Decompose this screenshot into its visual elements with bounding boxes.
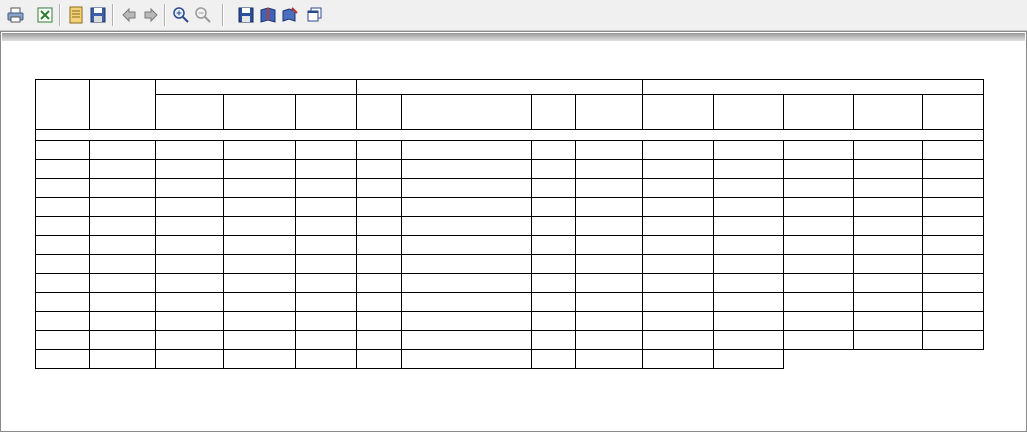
zoom-in-icon[interactable] xyxy=(171,5,191,25)
cell-code xyxy=(357,179,402,198)
toolbar-separator xyxy=(59,4,61,26)
cell-unit xyxy=(532,312,576,331)
cell-total-price xyxy=(784,274,854,293)
cell-unit-price xyxy=(714,179,784,198)
cell-vat xyxy=(854,236,923,255)
col-header-amount xyxy=(923,95,984,130)
cell-quantity xyxy=(643,274,714,293)
col-header-invoice xyxy=(90,80,156,130)
cell-supplier-tax xyxy=(296,255,357,274)
cell-code xyxy=(357,331,402,350)
cell-unit xyxy=(532,350,576,369)
cell-supplier-name xyxy=(224,141,296,160)
cell-invoice xyxy=(90,350,156,369)
cell-amount xyxy=(923,179,984,198)
cell-weight xyxy=(576,198,643,217)
cell-vat xyxy=(854,255,923,274)
cell-unit-price xyxy=(714,236,784,255)
cell-invoice xyxy=(90,331,156,350)
cell-unit-price xyxy=(714,217,784,236)
cell-amount xyxy=(923,274,984,293)
cell-invoice xyxy=(90,293,156,312)
col-header-item-name xyxy=(402,95,532,130)
cell-weight xyxy=(576,179,643,198)
cell-invoice xyxy=(90,312,156,331)
cell-weight xyxy=(576,274,643,293)
cell-date xyxy=(36,350,90,369)
cell-weight xyxy=(576,350,643,369)
cell-supplier-tax xyxy=(296,179,357,198)
cell-code xyxy=(357,198,402,217)
cell-vat xyxy=(854,141,923,160)
cell-amount xyxy=(923,160,984,179)
cell-supplier-name xyxy=(224,179,296,198)
cell-supplier-tax xyxy=(296,141,357,160)
cell-account xyxy=(156,198,224,217)
col-header-supplier-name xyxy=(224,95,296,130)
cell-quantity xyxy=(643,350,714,369)
toolbar-separator xyxy=(112,4,114,26)
cell-unit xyxy=(532,331,576,350)
col-header-unit-price xyxy=(714,95,784,130)
cell-date xyxy=(36,255,90,274)
cell-code xyxy=(357,312,402,331)
cell-weight xyxy=(576,141,643,160)
cell-item-name xyxy=(402,293,532,312)
cell-amount xyxy=(923,217,984,236)
cell-item-name xyxy=(402,179,532,198)
cell-code xyxy=(357,217,402,236)
cell-unit-price xyxy=(714,255,784,274)
cell-item-name xyxy=(402,350,532,369)
cell-supplier-tax xyxy=(296,217,357,236)
cell-supplier-name xyxy=(224,255,296,274)
cell-item-name xyxy=(402,217,532,236)
cell-quantity xyxy=(643,217,714,236)
table-row xyxy=(36,236,984,255)
cell-quantity xyxy=(643,312,714,331)
cell-code xyxy=(357,141,402,160)
table-row xyxy=(36,179,984,198)
cell-quantity xyxy=(643,236,714,255)
col-header-account xyxy=(156,95,224,130)
print-icon[interactable] xyxy=(6,5,26,25)
cell-vat xyxy=(854,274,923,293)
cell-supplier-name xyxy=(224,160,296,179)
cell-account xyxy=(156,160,224,179)
invoice-table xyxy=(35,79,984,369)
cell-total-price xyxy=(784,312,854,331)
cell-item-name xyxy=(402,141,532,160)
cell-supplier-tax xyxy=(296,274,357,293)
cell-code xyxy=(357,350,402,369)
cell-account xyxy=(156,312,224,331)
toolbar-separator xyxy=(222,4,224,26)
cell-invoice xyxy=(90,141,156,160)
cell-amount xyxy=(923,141,984,160)
table-row xyxy=(36,198,984,217)
cell-vat xyxy=(854,331,923,350)
col-header-weight xyxy=(576,95,643,130)
cell-code xyxy=(357,255,402,274)
cell-item-name xyxy=(402,160,532,179)
cell-total-price xyxy=(784,255,854,274)
next-page-icon[interactable] xyxy=(141,5,161,25)
cell-item-name xyxy=(402,274,532,293)
cell-date xyxy=(36,331,90,350)
zoom-out-icon[interactable] xyxy=(193,5,213,25)
table-row xyxy=(36,217,984,236)
cell-amount xyxy=(923,331,984,350)
cell-supplier-tax xyxy=(296,198,357,217)
cell-unit-price xyxy=(714,274,784,293)
cell-supplier-name xyxy=(224,293,296,312)
cell-code xyxy=(357,160,402,179)
cell-account xyxy=(156,331,224,350)
cell-invoice xyxy=(90,236,156,255)
table-row xyxy=(36,350,984,369)
book-icon[interactable] xyxy=(258,5,278,25)
cell-total-price xyxy=(784,160,854,179)
cell-account xyxy=(156,217,224,236)
cell-date xyxy=(36,179,90,198)
cell-invoice xyxy=(90,255,156,274)
cell-unit xyxy=(532,160,576,179)
cell-account xyxy=(156,255,224,274)
col-header-quantity xyxy=(643,95,714,130)
cell-total-price xyxy=(784,293,854,312)
cell-quantity xyxy=(643,331,714,350)
cell-supplier-tax xyxy=(296,236,357,255)
toolbar-separator xyxy=(164,4,166,26)
cell-total-price xyxy=(784,198,854,217)
save-icon[interactable] xyxy=(88,5,108,25)
preview-top-border xyxy=(2,33,1025,41)
cell-total-price xyxy=(784,179,854,198)
cell-code xyxy=(357,236,402,255)
cell-date xyxy=(36,160,90,179)
cell-supplier-tax xyxy=(296,312,357,331)
cell-quantity xyxy=(643,255,714,274)
cell-item-name xyxy=(402,312,532,331)
cell-unit-price xyxy=(714,350,784,369)
col-header-supplier-tax xyxy=(296,95,357,130)
cell-date xyxy=(36,141,90,160)
cell-item-name xyxy=(402,198,532,217)
cell-weight xyxy=(576,217,643,236)
cell-vat xyxy=(854,179,923,198)
table-row xyxy=(36,312,984,331)
cell-amount xyxy=(923,255,984,274)
cell-supplier-name xyxy=(224,217,296,236)
page-setup-icon[interactable] xyxy=(66,5,86,25)
group-header-supplier xyxy=(156,80,357,95)
cell-account xyxy=(156,236,224,255)
cell-supplier-tax xyxy=(296,350,357,369)
cell-invoice xyxy=(90,217,156,236)
cell-unit-price xyxy=(714,141,784,160)
cell-account xyxy=(156,179,224,198)
cell-item-name xyxy=(402,236,532,255)
prev-page-icon[interactable] xyxy=(119,5,139,25)
col-header-total-price xyxy=(784,95,854,130)
cell-quantity xyxy=(643,160,714,179)
cell-amount xyxy=(923,293,984,312)
cell-unit-price xyxy=(714,331,784,350)
cell-supplier-name xyxy=(224,312,296,331)
cell-account xyxy=(156,350,224,369)
export-excel-icon[interactable] xyxy=(35,5,55,25)
cell-vat xyxy=(854,312,923,331)
col-header-vat xyxy=(854,95,923,130)
cell-vat xyxy=(854,160,923,179)
cell-weight xyxy=(576,312,643,331)
cell-unit xyxy=(532,236,576,255)
cell-amount xyxy=(923,198,984,217)
group-header-goods xyxy=(357,80,643,95)
cell-supplier-name xyxy=(224,236,296,255)
cell-total-price xyxy=(784,217,854,236)
cell-quantity xyxy=(643,198,714,217)
cell-date xyxy=(36,217,90,236)
cell-amount xyxy=(923,236,984,255)
cell-unit-price xyxy=(714,160,784,179)
cell-supplier-tax xyxy=(296,331,357,350)
table-row xyxy=(36,255,984,274)
cell-quantity xyxy=(643,179,714,198)
cell-date xyxy=(36,293,90,312)
cell-supplier-name xyxy=(224,198,296,217)
cell-weight xyxy=(576,331,643,350)
col-header-code xyxy=(357,95,402,130)
cell-date xyxy=(36,312,90,331)
cell-code xyxy=(357,274,402,293)
cell-account xyxy=(156,274,224,293)
cell-quantity xyxy=(643,141,714,160)
cell-amount xyxy=(923,312,984,331)
table-row xyxy=(36,160,984,179)
save-disk-icon[interactable] xyxy=(236,5,256,25)
cell-unit-price xyxy=(714,198,784,217)
cell-supplier-tax xyxy=(296,293,357,312)
col-header-date xyxy=(36,80,90,130)
cell-date xyxy=(36,198,90,217)
cell-supplier-name xyxy=(224,331,296,350)
cell-vat xyxy=(854,198,923,217)
cell-total-price xyxy=(784,236,854,255)
cell-supplier-name xyxy=(224,274,296,293)
cell-vat xyxy=(854,217,923,236)
table-row xyxy=(36,293,984,312)
cell-weight xyxy=(576,255,643,274)
cell-date xyxy=(36,236,90,255)
table-row xyxy=(36,274,984,293)
cell-unit xyxy=(532,141,576,160)
cell-unit xyxy=(532,293,576,312)
cell-weight xyxy=(576,236,643,255)
cell-vat xyxy=(854,293,923,312)
table-row xyxy=(36,141,984,160)
cell-unit-price xyxy=(714,293,784,312)
table-row xyxy=(36,331,984,350)
header-spacer xyxy=(36,130,984,141)
toolbar xyxy=(0,0,1027,31)
cell-code xyxy=(357,293,402,312)
cell-item-name xyxy=(402,255,532,274)
cell-total-price xyxy=(784,141,854,160)
export-icon[interactable] xyxy=(280,5,300,25)
cell-total-price xyxy=(784,331,854,350)
copy-pages-icon[interactable] xyxy=(304,5,324,25)
cell-invoice xyxy=(90,160,156,179)
cell-weight xyxy=(576,160,643,179)
cell-date xyxy=(36,274,90,293)
cell-account xyxy=(156,141,224,160)
cell-item-name xyxy=(402,331,532,350)
cell-unit xyxy=(532,198,576,217)
cell-account xyxy=(156,293,224,312)
cell-invoice xyxy=(90,179,156,198)
cell-supplier-name xyxy=(224,350,296,369)
cell-unit xyxy=(532,217,576,236)
cell-unit xyxy=(532,179,576,198)
cell-quantity xyxy=(643,293,714,312)
cell-unit xyxy=(532,255,576,274)
cell-invoice xyxy=(90,274,156,293)
group-header-purchased xyxy=(643,80,984,95)
cell-supplier-tax xyxy=(296,160,357,179)
cell-invoice xyxy=(90,198,156,217)
cell-unit-price xyxy=(714,312,784,331)
cell-unit xyxy=(532,274,576,293)
cell-weight xyxy=(576,293,643,312)
col-header-unit xyxy=(532,95,576,130)
